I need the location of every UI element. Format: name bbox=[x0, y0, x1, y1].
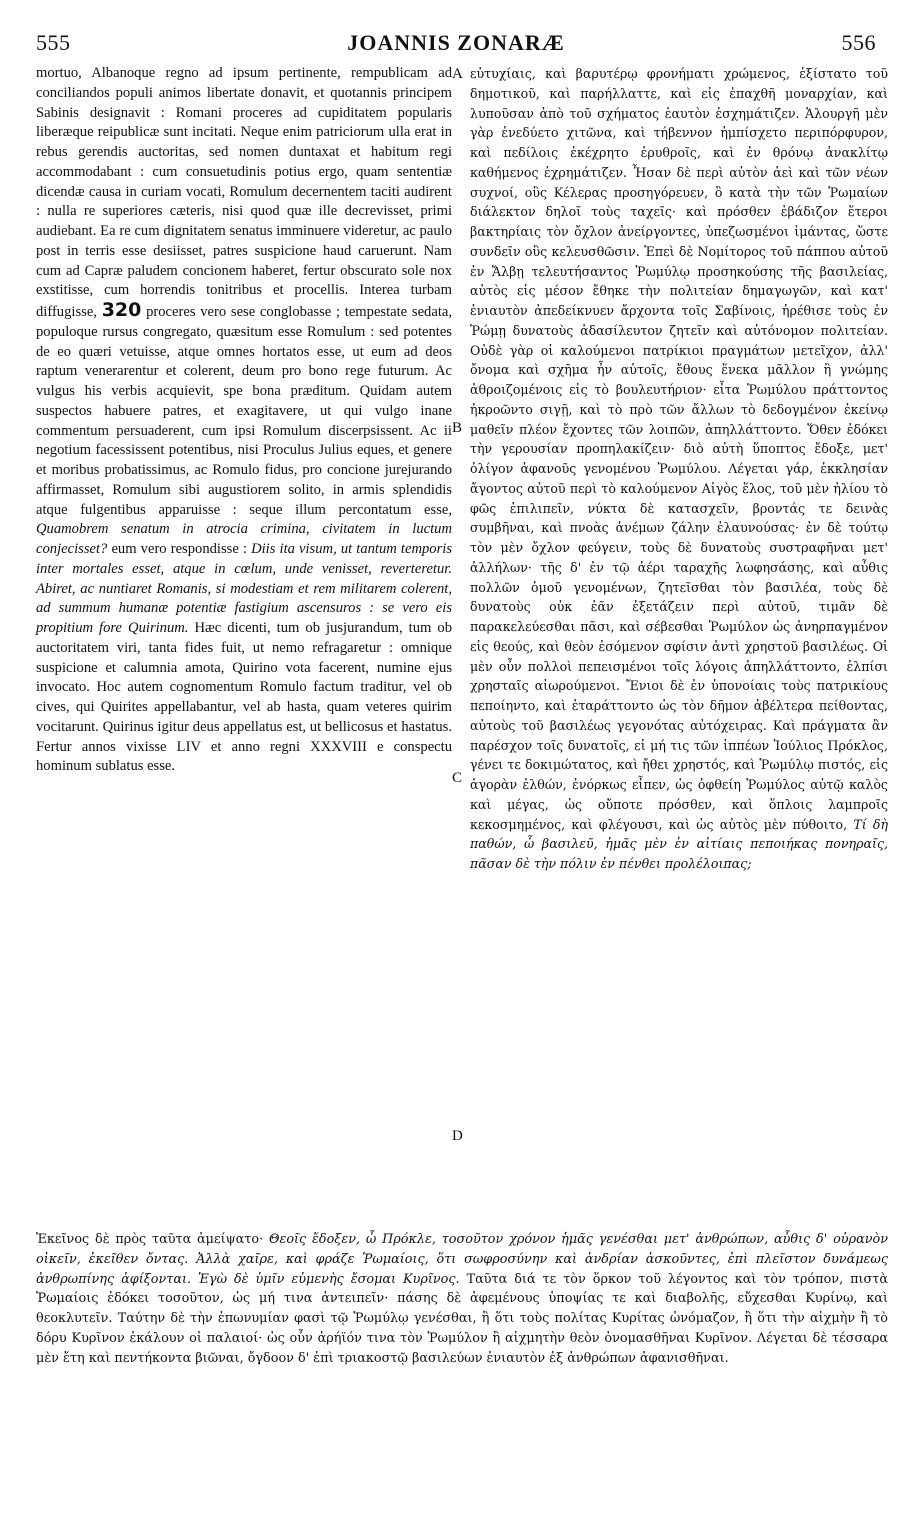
latin-paragraph-4: Hæc dicenti, tum ob jusjurandum, tum ob auctoritatem viri, tanta fides fuit, ut nemo refragaretur : omnique suspicione et calumnia amota, Quirino vota facerent, numine ejus invocato. Hoc autem cognomentum Romulo factum traditur, vel ob cives, qui Quirites appellabantur, vel ab hasta, quam veteres quirim vocitarunt. Quirinus igitur deus appellatus est, ut bellicosus et hastatus. Fertur annos vixisse LIV et anno regni XXXVIII e conspectu hominum sublatus esse. bbox=[36, 620, 452, 775]
margin-letter-d: D bbox=[452, 1128, 463, 1144]
latin-italic-answer: Diis ita visum, ut tantum temporis inter mortales esset, atque in cœlum, unde venisset, reverteretur. Abiret, ac nuntiaret Romanis, si modestiam et rem militarem colerent, ad summum humanæ potentiæ fastigium ascensuros : se vero eis propitium fore Quirinum. bbox=[36, 541, 452, 636]
greek-paragraph-2: Ἐκεῖνος δὲ πρὸς ταῦτα ἀμείψατο· bbox=[36, 1232, 264, 1247]
running-title: JOANNIS ZONARÆ bbox=[347, 30, 565, 55]
greek-paragraph-3: Ταῦτα διά τε τὸν ὅρκον τοῦ λέγοντος καὶ τὸν τρόπον, πιστὰ Ῥωμαίοις ἐδόκει τοσοῦτον, ὡς μή τινα ἀντειπεῖν· πάσης δὲ ἀφεμένους ὑποψίας τε καὶ διαβολῆς, εὔχεσθαι Κυρίνῳ, καὶ θεοκλυτεῖν. Ταύτην δὲ τὴν ἐπωνυμίαν φασὶ τῷ Ῥωμύλῳ γενέσθαι, ἢ ὅτι τοὺς πολίτας Κυρίτας ὠνόμαζον, ἢ ὅτι τὴν αἰχμὴν ἢ τὸ δόρυ Κυρῖνον ἐκάλουν οἱ παλαιοί· ὡς οὖν ἀρήϊόν τινα τὸν Ῥωμύλον ἢ αἰχμητὴν θεὸν ὀνομασθῆναι Κυρῖνον. Λέγεται δὲ τέσσαρα μὲν ἔτη καὶ πεντήκοντα βιῶναι, ὄγδοον δ' ἐπὶ τριακοστῷ βασιλεύων ἐνιαυτὸν ἐξ ἀνθρώπων ἀφανισθῆναι. bbox=[36, 1271, 888, 1366]
greek-paragraph-1: εὐτυχίαις, καὶ βαρυτέρῳ φρονήματι χρώμενος, ἐξίστατο τοῦ δημοτικοῦ, καὶ παρήλλαττε, καὶ εἰς ἐπαχθῆ μοναρχίαν, καὶ λυποῦσαν ἀπὸ τοῦ σχήματος ἑαυτὸν ἐσχημάτιζεν. Ἁλουργῆ μὲν γὰρ ἐνεδύετο χιτῶνα, καὶ τήβεννον ἠμπίσχετο περιπόρφυρον, καὶ πεδίλοις ἐκέχρητο ἐρυθροῖς, καὶ ἐν θρόνῳ ἀνακλίτῳ καθήμενος ἐχρημάτιζεν. Ἦσαν δὲ περὶ αὐτὸν ἀεὶ καὶ τῶν νέων συχνοί, οὓς Κέλερας προσηγόρευεν, ὃ κατὰ τὴν τῶν Ῥωμαίων διάλεκτον δηλοῖ τοὺς ταχεῖς· καὶ πρόσθεν ἐβάδιζον ἕτεροι βακτηρίαις τὸν ὄχλον ἀνείργοντες, ὑπεζωσμένοι ἱμάντας, ὥστε συνδεῖν οὓς κελευσθῶσιν. Ἐπεὶ δὲ Νομίτορος τοῦ πάππου αὐτοῦ ἐν Ἄλβῃ τελευτήσαντος Ῥωμύλῳ προσηκούσης τῆς βασιλείας, αὐτὸς εἰς μέσον ἔθηκε τὴν πολιτείαν δημαγωγῶν, καὶ κατ' ἐνιαυτὸν ἀπεδείκνυεν ἄρχοντα τοῖς Σαβίνοις, ἠρέθισε τοὺς ἐν Ῥώμῃ δυνατοὺς ἀδασίλευτον ζητεῖν καὶ αὐτόνομον πολιτείαν. Οὐδὲ γὰρ οἱ καλούμενοι πατρίκιοι πραγμάτων μετεῖχον, ἀλλ' ὄνομα καὶ σχῆμα ἦν αὐτοῖς, ἔθους ἕνεκα μᾶλλον ἢ γνώμης ἀθροιζομένοις εἰς τὸ βουλευτήριον· εἶτα Ῥωμύλου πράττοντος ἠκροῶντο σιγῇ, καὶ τὸ πρὸ τῶν ἄλλων τὸ δεδογμένον ἐκείνῳ μαθεῖν πλέον ἔχοντες τῶν λοιπῶν, ἀπηλλάττοντο. Ὅθεν ἐδόκει τὴν γερουσίαν προπηλακίζειν· διὸ αὐτὴ ὕποπτος ἔδοξε, μετ' ὀλίγον ἀφανοῦς γενομένου Ῥωμύλου. Λέγεται γάρ, ἐκκλησίαν ἄγοντος αὐτοῦ περὶ τὸ καλούμενον Αἰγὸς ἕλος, τοῦ μὲν ἡλίου τὸ φῶς ἐπιλιπεῖν, νύκτα δὲ κατασχεῖν, βροντάς τε δεινὰς συμβῆναι, καὶ πνοὰς ἀνέμων ζάλην ἐλαυνούσας· ἐν δὲ τούτῳ τὸν μὲν ὄχλον φεύγειν, τοὺς δὲ δυνατοὺς συστραφῆναι μετ' ἀλλήλων· τῆς δ' ἐν τῷ ἀέρι ταραχῆς λωφησάσης, καὶ αὖθις πολλῶν ὁμοῦ γενομένων, ζητεῖσθαι τὸν βασιλέα, τοὺς δὲ δυνατοὺς οὐκ ἐᾶν ἐξετάζειν περὶ αὐτοῦ, τιμᾶν δὲ παρακελεύεσθαι πᾶσι, καὶ σέβεσθαι Ῥωμύλον ὡς ἀνηρπαγμένον εἰς θεούς, καὶ θεὸν ἐσόμενον σφίσιν ἀντὶ χρηστοῦ βασιλέως. Οἱ μὲν οὖν πολλοὶ πεπεισμένοι τοῖς λόγοις ἀπηλλάττοντο, ἐλπίσι χρησταῖς αἰωρούμενοι. Ἔνιοι δὲ ἐν ὑπονοίαις τοὺς πατρικίους πεποίηντο, καὶ ἐταράττοντο ὡς τὸν δῆμον ἀβέλτερα πείθοντας, αὐτοὺς τοῦ βασιλέως γεγονότας αὐτόχειρας. Καὶ πράγματα ἂν παρέσχον τοῖς δυνατοῖς, εἰ μή τις τῶν ἱππέων Ἰούλιος Πρόκλος, γένει τε δοκιμώτατος, καὶ ἤθει χρηστός, καὶ Ῥωμύλῳ πιστός, εἰς ἀγορὰν ἐλθών, ἐνόρκως εἶπεν, ὡς ὀφθείη Ῥωμύλος αὐτῷ καλὸς καὶ μέγας, ὡς οὔποτε πρόσθεν, καὶ ὅπλοις λαμπροῖς κεκοσμημένος, καὶ φλέγουσι, καὶ ὡς αὐτὸς μὲν πύθοιτο, bbox=[470, 66, 888, 832]
greek-continuation bbox=[36, 1230, 888, 1368]
greek-column bbox=[470, 64, 888, 874]
page-number-left: 555 bbox=[36, 30, 71, 55]
greek-text bbox=[470, 64, 888, 874]
margin-letter-c: C bbox=[452, 770, 463, 786]
page-header bbox=[36, 30, 876, 60]
latin-italic-question: Quamobrem senatum in atrocia crimina, civitatem in luctum conjecisset? bbox=[36, 521, 452, 557]
greek-italic-answer: Θεοῖς ἔδοξεν, ὦ Πρόκλε, τοσοῦτον χρόνον ἡμᾶς γενέσθαι μετ' ἀνθρώπων, αὖθις δ' οὐρανὸν οἰκεῖν, ἐκεῖθεν ὄντας. Ἀλλὰ χαῖρε, καὶ φράζε Ῥωμαίοις, ὅτι σωφροσύνην καὶ ἀνδρίαν ἀσκοῦντες, ἐπὶ πλεῖστον δυνάμεως ἀνθρωπίνης ἀφίξονται. Ἐγὼ δὲ ὑμῖν εὐμενὴς ἔσομαι Κυρῖνος. bbox=[36, 1232, 888, 1287]
margin-letter-b: B bbox=[452, 420, 463, 436]
latin-paragraph-2: proceres vero sese conglobasse ; tempestate sedata, populoque rursus congregato, quæsitum esse Romulum : sed potentes de eo quæri vetuisse, atque omnes hortatos esse, ut eum ad deos raptum venerarentur et colerent, deum pro bono rege futurum. Ac vulgus his verbis acquievit, spe bona præditum. Quidam autem suspectos habuere patres, et exagitavere, ut qui vulgo inane commentum persuaderent, cum ipsi Romulum discerpsissent. Ac ii negotium facessissent potentibus, nisi Proculus Julius eques, et genere et moribus probatissimus, ac Romulo fidus, pro concione jurejurando affirmasset, Romulum sibi augustiorem solito, in armis splendidis atque fulgentibus apparuisse : seque illum percontatum esse, bbox=[36, 304, 452, 518]
latin-text bbox=[36, 64, 452, 777]
latin-paragraph-1: mortuo, Albanoque regno ad ipsum pertinente, rempublicam ad conciliandos populi animos libertate donavit, et quotannis principem Sabinis designavit : Romani proceres ad cupiditatem popularis liberæque reipublicæ sunt incitati. Neque enim patriciorum ulla erat in rebus gerendis auctoritas, sed nomen duntaxat et habitum regi accommodabant : cum consuetudinis potius ergo, quam sententiæ dicendæ causa in curiam vocati, Romulum decernentem taciti audirent : nulla re superiores cæteris, nisi quod quæ ille decrevisset, primi audiebant. Ea re cum dignitatem senatus imminuere videretur, ac paulo post in terris esse desiisset, patres suspicione haud caruerunt. Nam cum ad Capræ paludem concionem haberet, fertur obscurato sole nox exstitisse, cum horrendis tonitribus et procellis. Interea turbam diffugisse, bbox=[36, 65, 452, 320]
margin-letter-a: A bbox=[452, 66, 463, 82]
greek-italic-question: Τί δὴ παθών, ὦ βασιλεῦ, ἡμᾶς μὲν ἐν αἰτίαις πεποιήκας πονηραῖς, πᾶσαν δὲ τὴν πόλιν ἐν πένθει προλέλοιπας; bbox=[470, 816, 888, 871]
greek-full-width-text bbox=[36, 1230, 888, 1368]
latin-column bbox=[36, 64, 452, 777]
latin-paragraph-3: eum vero respondisse : bbox=[111, 541, 247, 557]
section-marker: 320 bbox=[101, 299, 142, 321]
page-number-right: 556 bbox=[841, 30, 876, 55]
